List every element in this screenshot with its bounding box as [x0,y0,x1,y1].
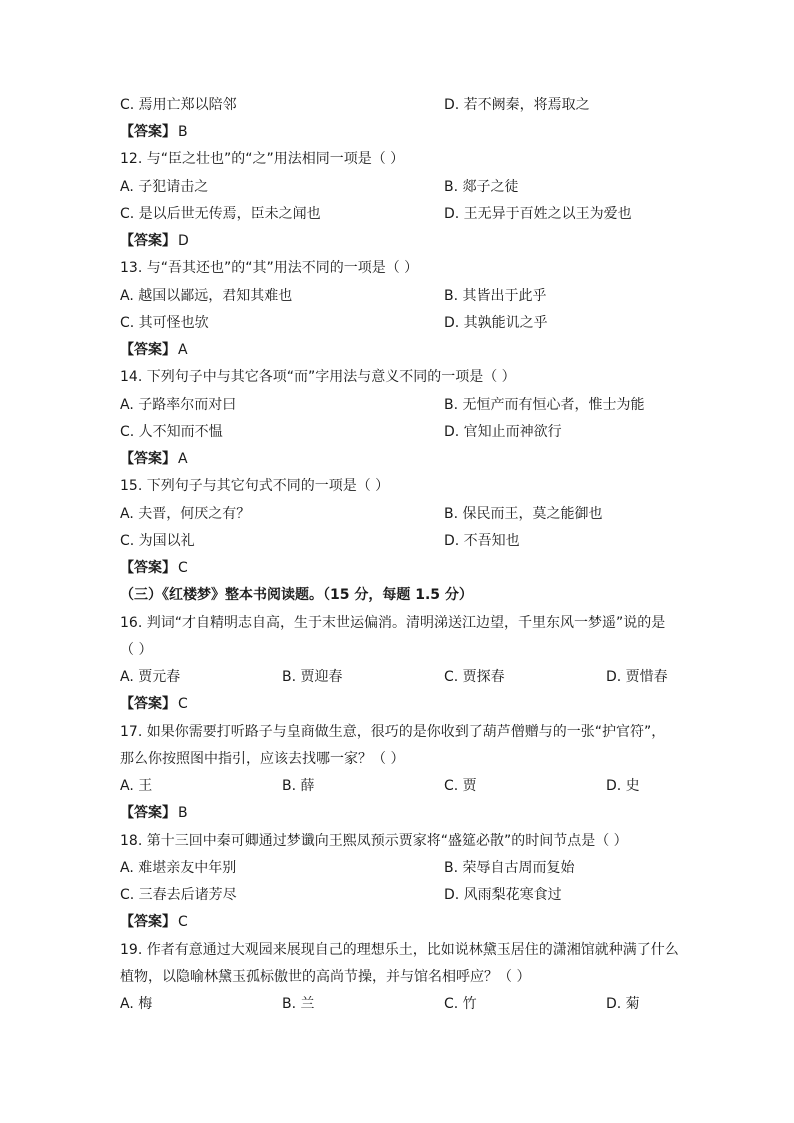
q17-option-c: C. 贾 [444,778,477,794]
answer-value: C [178,914,188,930]
q17-answer [120,803,188,823]
q15-answer [120,558,188,578]
question-16-stem-line1: 16. 判词“才自精明志自高，生于末世运偏消。清明涕送江边望，千里东风一梦遥”说的是 [120,615,666,631]
q12-option-a: A. 子犯请击之 [120,179,209,195]
q19-option-b: B. 兰 [282,996,315,1012]
q14-option-a: A. 子路率尔而对曰 [120,397,237,413]
q12-answer [120,231,189,251]
q13-option-a: A. 越国以鄙远，君知其难也 [120,288,293,304]
q14-answer [120,449,188,469]
q16-option-c: C. 贾探春 [444,669,505,685]
q17-option-a: A. 王 [120,778,153,794]
answer-value: B [178,124,188,140]
option-d: D. 若不阙秦，将焉取之 [444,97,590,113]
answer-tag: 【答案】 [120,342,176,358]
q19-option-d: D. 菊 [606,996,640,1012]
question-19-stem-line2: 植物，以隐喻林黛玉孤标傲世的高尚节操，并与馆名相呼应？（ ） [120,969,531,985]
question-17-stem-line1: 17. 如果你需要打听路子与皇商做生意，很巧的是你收到了葫芦僧赠与的一张“护官符”， [120,724,666,740]
answer-line [120,122,188,142]
answer-value: C [178,560,188,576]
q16-option-d: D. 贾惜春 [606,669,668,685]
q18-option-c: C. 三春去后诸芳尽 [120,887,237,903]
q13-answer [120,340,188,360]
q13-option-b: B. 其皆出于此乎 [444,288,547,304]
q15-option-b: B. 保民而王，莫之能御也 [444,506,603,522]
question-13-stem: 13. 与“吾其还也”的“其”用法不同的一项是（ ） [120,260,419,276]
answer-value: D [178,233,189,249]
question-14-stem: 14. 下列句子中与其它各项“而”字用法与意义不同的一项是（ ） [120,369,516,385]
q18-option-a: A. 难堪亲友中年别 [120,860,237,876]
answer-value: A [178,342,188,358]
question-19-stem-line1: 19. 作者有意通过大观园来展现自己的理想乐土，比如说林黛玉居住的潇湘馆就种满了什么 [120,942,679,958]
q19-option-c: C. 竹 [444,996,477,1012]
answer-value: B [178,805,188,821]
q18-option-d: D. 风雨梨花寒食过 [444,887,562,903]
q16-answer [120,694,188,714]
answer-tag: 【答案】 [120,560,176,576]
option-c: C. 焉用亡郑以陪邻 [120,97,237,113]
answer-tag: 【答案】 [120,233,176,249]
q16-option-a: A. 贾元春 [120,669,181,685]
q19-option-a: A. 梅 [120,996,153,1012]
q12-option-b: B. 郯子之徒 [444,179,519,195]
q15-option-c: C. 为国以礼 [120,533,195,549]
q14-option-c: C. 人不知而不愠 [120,424,223,440]
q15-option-d: D. 不吾知也 [444,533,520,549]
q17-option-d: D. 史 [606,778,640,794]
q17-option-b: B. 薛 [282,778,315,794]
question-15-stem: 15. 下列句子与其它句式不同的一项是（ ） [120,478,390,494]
q12-option-d: D. 王无异于百姓之以王为爱也 [444,206,632,222]
answer-tag: 【答案】 [120,451,176,467]
q16-option-b: B. 贾迎春 [282,669,343,685]
q14-option-b: B. 无恒产而有恒心者，惟士为能 [444,397,645,413]
question-16-stem-line2: （ ） [120,642,153,658]
q13-option-d: D. 其孰能讥之乎 [444,315,548,331]
answer-tag: 【答案】 [120,696,176,712]
answer-tag: 【答案】 [120,805,176,821]
section-heading: （三）《红楼梦》整本书阅读题。（15 分，每题 1.5 分） [120,587,473,603]
answer-tag: 【答案】 [120,914,176,930]
question-12-stem: 12. 与“臣之壮也”的“之”用法相同一项是（ ） [120,151,405,167]
q18-answer [120,912,188,932]
q14-option-d: D. 官知止而神欲行 [444,424,562,440]
q13-option-c: C. 其可怪也欤 [120,315,209,331]
answer-tag: 【答案】 [120,124,176,140]
answer-value: A [178,451,188,467]
answer-value: C [178,696,188,712]
q18-option-b: B. 荣辱自古周而复始 [444,860,575,876]
q12-option-c: C. 是以后世无传焉，臣未之闻也 [120,206,321,222]
q15-option-a: A. 夫晋，何厌之有？ [120,506,251,522]
question-18-stem: 18. 第十三回中秦可卿通过梦谶向王熙凤预示贾家将“盛筵必散”的时间节点是（ ） [120,833,628,849]
question-17-stem-line2: 那么你按照图中指引，应该去找哪一家？（ ） [120,751,405,767]
